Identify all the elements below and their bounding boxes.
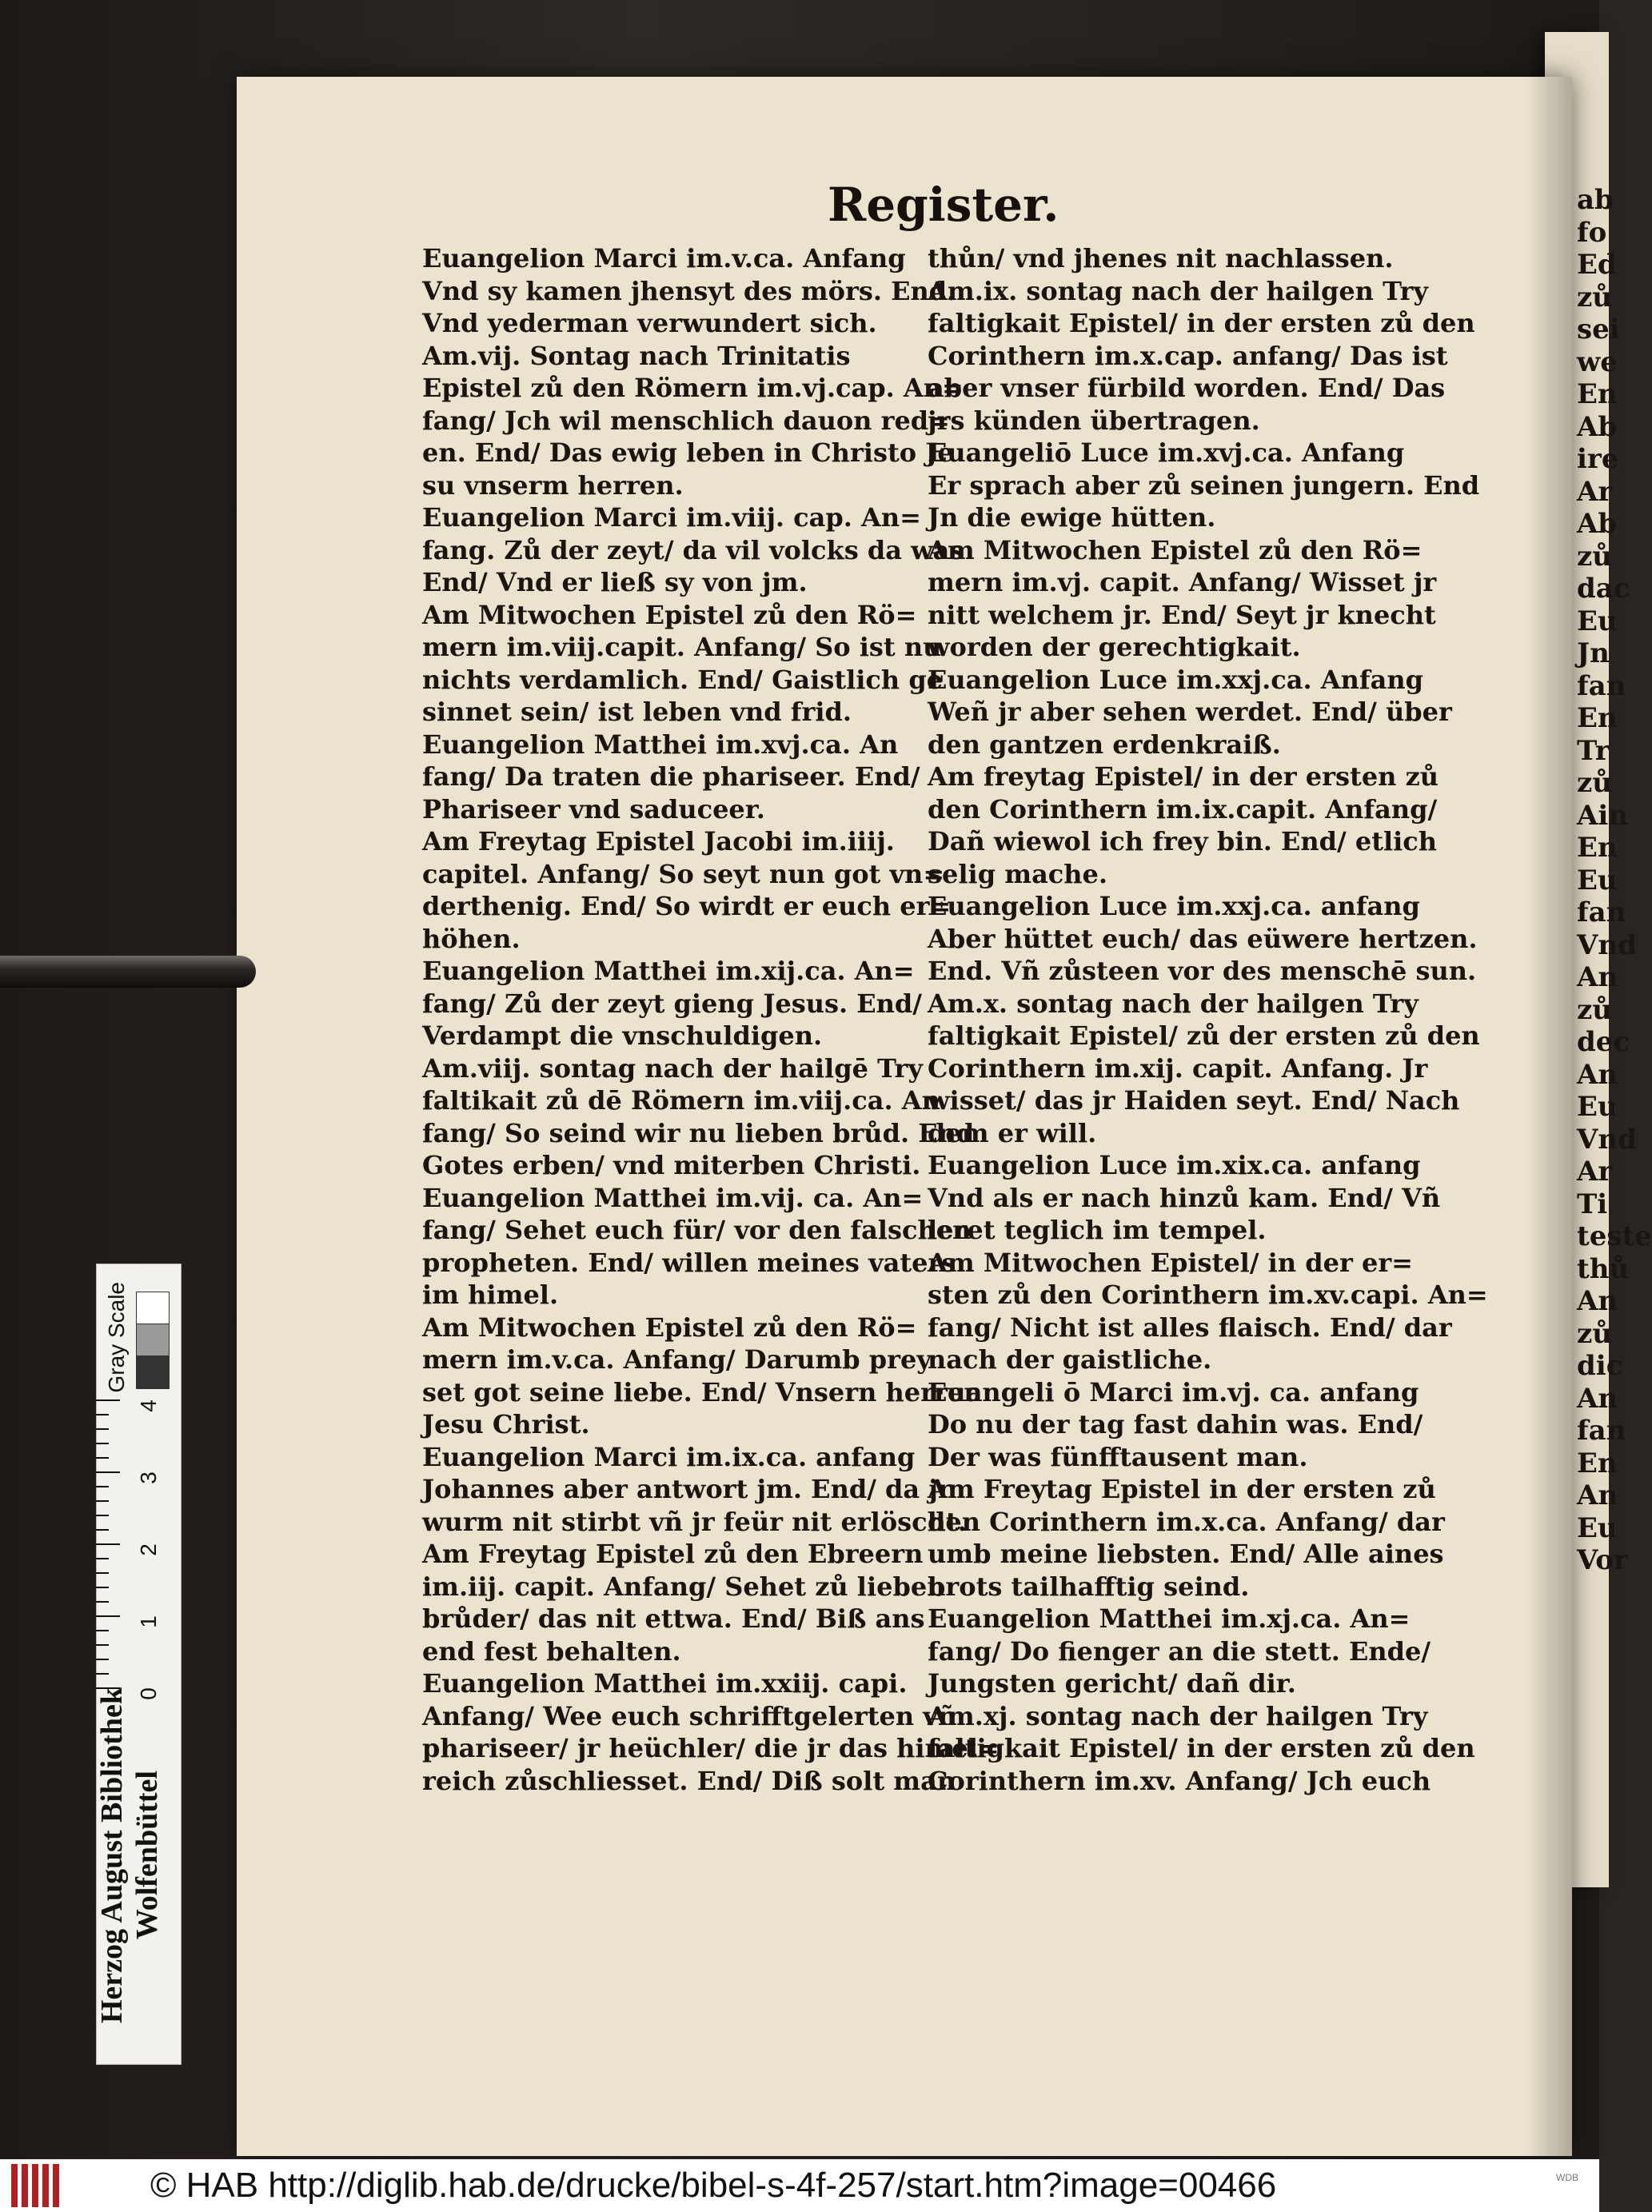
text-line: Epistel zů den Römern im.vj.cap. An= <box>422 373 964 403</box>
text-line: Euangelion Marci im.ix.ca. anfang <box>422 1441 916 1472</box>
hab-logo-icon <box>11 2164 67 2207</box>
text-line: Jn die ewige hütten. <box>928 502 1216 533</box>
text-line: Tr <box>1577 734 1610 767</box>
text-line: den Corinthern im.x.ca. Anfang/ dar <box>928 1506 1445 1537</box>
text-line: nitt welchem jr. End/ Seyt jr knecht <box>928 599 1436 630</box>
text-line: dec <box>1577 1026 1630 1058</box>
gray-patch-dark <box>136 1356 170 1389</box>
text-line: En <box>1577 1447 1618 1479</box>
text-line: fan <box>1577 669 1626 702</box>
gray-patch-white <box>136 1292 170 1325</box>
text-line: umb meine liebsten. End/ Alle aines <box>928 1539 1444 1569</box>
text-line: Eu <box>1577 1511 1618 1544</box>
text-line: phariseer/ jr heüchler/ die jr das himel= <box>422 1733 1000 1763</box>
text-line: zů <box>1577 767 1613 799</box>
text-line: End/ Vnd er ließ sy von jm. <box>422 567 808 597</box>
text-line: Am Mitwochen Epistel zů den Rö= <box>422 1312 917 1343</box>
text-line: zů <box>1577 1317 1613 1350</box>
text-line: Am Mitwochen Epistel zů den Rö= <box>422 599 917 630</box>
ruler-number: 3 <box>135 1471 161 1484</box>
text-line: Euangelion Matthei im.vij. ca. An= <box>422 1182 924 1213</box>
text-line: faltigkait Epistel/ zů der ersten zů den <box>928 1020 1480 1051</box>
ruler-tick <box>96 1558 109 1559</box>
text-line: Ar <box>1577 475 1613 508</box>
text-line: Am freytag Epistel/ in der ersten zů <box>928 761 1439 792</box>
text-line: im.iij. capit. Anfang/ Sehet zů lieben <box>422 1571 946 1602</box>
ruler-number: 2 <box>135 1543 161 1556</box>
text-line: An <box>1577 1382 1618 1415</box>
text-line: Am.vij. Sontag nach Trinitatis <box>422 340 851 371</box>
text-line: wurm nit stirbt vñ jr feür nit erlöscht. <box>422 1506 967 1537</box>
caption-link[interactable]: © HAB http://diglib.hab.de/drucke/bibel-s-4f-257/start.htm?image=00466 <box>150 2166 1277 2205</box>
text-line: Vnd als er nach hinzů kam. End/ Vñ <box>928 1182 1441 1213</box>
ruler-tick <box>96 1644 109 1646</box>
text-line: Vnd yederman verwundert sich. <box>422 308 877 338</box>
text-line: Weñ jr aber sehen werdet. End/ über <box>928 697 1452 727</box>
text-line: Am Freytag Epistel in der ersten zů <box>928 1474 1436 1504</box>
text-line: fang/ Do fienger an die stett. Ende/ <box>928 1635 1431 1667</box>
text-line: ire <box>1577 443 1619 475</box>
text-line: ab <box>1577 184 1614 216</box>
text-line: fang/ So seind wir nu lieben brůd. End <box>422 1117 975 1148</box>
text-line: Corinthern im.xv. Anfang/ Jch euch <box>928 1765 1431 1796</box>
text-line: Euangelion Matthei im.xxiij. capi. <box>422 1668 908 1699</box>
text-line: En <box>1577 378 1618 410</box>
text-line: Euangelion Matthei im.xj.ca. An= <box>928 1603 1411 1634</box>
text-line: Euangelion Luce im.xxj.ca. anfang <box>928 891 1420 921</box>
text-line: End. Vñ zůsteen vor des menschē sun. <box>928 956 1477 986</box>
text-line: Aber hüttet euch/ das eüwere hertzen. <box>928 923 1478 954</box>
ruler-tick <box>96 1587 109 1588</box>
text-line: zů <box>1577 281 1613 313</box>
library-name <box>94 1687 165 2023</box>
text-line: Ed <box>1577 249 1617 281</box>
right-column <box>928 242 1488 1797</box>
text-line: Dañ wiewol ich frey bin. End/ etlich <box>928 826 1438 856</box>
text-line: Euangelion Luce im.xxj.ca. Anfang <box>928 664 1423 695</box>
text-line: Vnd sy kamen jhensyt des mörs. End. <box>422 275 956 306</box>
ruler-tick <box>96 1673 109 1675</box>
text-line: mern im.vj. capit. Anfang/ Wisset jr <box>928 567 1437 597</box>
text-line: Am Mitwochen Epistel/ in der er= <box>928 1247 1413 1278</box>
text-line: Vor <box>1577 1544 1628 1576</box>
text-line: Anfang/ Wee euch schrifftgelerten vñ <box>422 1700 957 1731</box>
text-line: Jesu Christ. <box>422 1409 590 1439</box>
text-line: An <box>1577 1058 1618 1091</box>
library-name-line1: Herzog August Bibliothek <box>95 1687 129 2024</box>
text-line: fang/ Nicht ist alles flaisch. End/ dar <box>928 1312 1452 1343</box>
text-line: im himel. <box>422 1280 559 1310</box>
text-line: Euangelion Matthei im.xij.ca. An= <box>422 956 915 986</box>
page-title: Register. <box>828 178 1059 232</box>
text-line: Euangelion Marci im.viij. cap. An= <box>422 502 921 533</box>
ruler-number: 0 <box>135 1687 161 1700</box>
ruler-tick <box>96 1615 120 1617</box>
text-line: Am.x. sontag nach der hailgen Try <box>928 988 1419 1019</box>
ruler-tick <box>96 1572 109 1574</box>
ruler-tick <box>96 1543 120 1545</box>
ruler-tick <box>96 1601 109 1603</box>
ruler-tick <box>96 1529 109 1531</box>
text-line: aber vnser fürbild worden. End/ Das <box>928 373 1446 403</box>
text-line: An <box>1577 961 1618 993</box>
text-line: Am.ix. sontag nach der hailgen Try <box>928 275 1429 306</box>
ruler-tick <box>96 1515 109 1516</box>
gray-patch-mid <box>136 1324 170 1357</box>
text-line: Phariseer vnd saduceer. <box>422 793 765 825</box>
ruler-number: 4 <box>135 1399 161 1412</box>
ruler-number: 1 <box>135 1615 161 1628</box>
text-line: fang/ Zů der zeyt gieng Jesus. End/ <box>422 988 922 1019</box>
text-line: En <box>1577 832 1618 864</box>
text-line: Eu <box>1577 1091 1618 1123</box>
text-line: An <box>1577 1285 1618 1317</box>
text-line: faltigkait Epistel/ in der ersten zů den <box>928 308 1475 338</box>
text-line: Corinthern im.x.cap. anfang/ Das ist <box>928 340 1448 371</box>
text-line: Eu <box>1577 864 1618 896</box>
ruler-tick <box>96 1399 120 1401</box>
text-line: faltikait zů dē Römern im.viij.ca. An <box>422 1085 940 1116</box>
text-line: derthenig. End/ So wirdt er euch er= <box>422 891 952 921</box>
text-line: Der was fünfftausent man. <box>928 1441 1308 1472</box>
text-line: fang/ Sehet euch für/ vor den falschen <box>422 1215 972 1245</box>
text-line: Do nu der tag fast dahin was. End/ <box>928 1409 1423 1439</box>
ruler-tick <box>96 1659 109 1660</box>
ruler-tick <box>96 1457 109 1459</box>
ruler-tick <box>96 1486 109 1487</box>
text-line: Euangelion Matthei im.xvj.ca. An <box>422 729 899 760</box>
text-line: su vnserm herren. <box>422 469 684 501</box>
text-line: selig mache. <box>928 858 1108 889</box>
text-line: Am.xj. sontag nach der hailgen Try <box>928 1700 1428 1731</box>
text-line: sten zů den Corinthern im.xv.capi. An= <box>928 1280 1488 1310</box>
stamp-label: WDB <box>1556 2172 1578 2183</box>
text-line: fang/ Da traten die phariseer. End/ <box>422 761 920 792</box>
text-line: Jn <box>1577 637 1610 669</box>
library-name-line2: Wolfenbüttel <box>130 1771 164 1940</box>
text-line: Johannes aber antwort jm. End/ da jr <box>422 1474 952 1504</box>
text-line: zů <box>1577 540 1613 573</box>
ruler-tick <box>96 1471 120 1473</box>
text-line: fan <box>1577 1415 1626 1447</box>
text-line: An <box>1577 1479 1618 1511</box>
gray-scale-label: Gray Scale <box>104 1282 129 1393</box>
text-line: end fest behalten. <box>422 1635 681 1667</box>
text-line: Er sprach aber zů seinen jungern. End <box>928 469 1480 501</box>
ruler-tick <box>96 1428 109 1430</box>
text-line: den Corinthern im.ix.capit. Anfang/ <box>928 793 1438 825</box>
text-line: den gantzen erdenkraiß. <box>928 729 1281 760</box>
text-line: Ain <box>1577 799 1629 832</box>
ruler-tick <box>96 1500 109 1502</box>
text-line: Am Freytag Epistel zů den Ebreern <box>422 1539 924 1569</box>
ruler-tick <box>96 1630 109 1631</box>
text-line: Eu <box>1577 605 1618 637</box>
text-line: mern im.v.ca. Anfang/ Darumb prey <box>422 1344 932 1375</box>
text-line: Euangeli ō Marci im.vj. ca. anfang <box>928 1376 1419 1407</box>
text-line: Am.viij. sontag nach der hailgē Try <box>422 1052 923 1084</box>
text-line: Euangelion Luce im.xix.ca. anfang <box>928 1150 1421 1180</box>
text-line: Ab <box>1577 410 1618 443</box>
text-line: en. End/ Das ewig leben in Christo Je <box>422 437 954 468</box>
page-clip <box>0 956 256 988</box>
text-line: thů <box>1577 1252 1630 1285</box>
text-line: En <box>1577 702 1618 734</box>
text-line: Gotes erben/ vnd miterben Christi. <box>422 1150 921 1180</box>
text-line: fang/ Jch wil menschlich dauon red= <box>422 405 950 436</box>
text-line: Euangelion Marci im.v.ca. Anfang <box>422 243 906 274</box>
text-line: Verdampt die vnschuldigen. <box>422 1020 823 1051</box>
text-line: nach der gaistliche. <box>928 1344 1212 1375</box>
text-line: we <box>1577 345 1618 378</box>
text-line: sei <box>1577 313 1620 345</box>
text-line: zů <box>1577 993 1613 1026</box>
text-line: Ti <box>1577 1188 1608 1220</box>
text-line: reich zůschliesset. End/ Diß solt man <box>422 1765 956 1796</box>
text-line: teste <box>1577 1220 1652 1252</box>
text-line: Vnd <box>1577 928 1637 961</box>
text-line: Ab <box>1577 508 1618 540</box>
text-line: dic <box>1577 1350 1623 1382</box>
text-line: Vnd <box>1577 1123 1637 1156</box>
text-line: höhen. <box>422 923 521 954</box>
text-line: dac <box>1577 573 1630 605</box>
text-line: fo <box>1577 216 1607 249</box>
text-line: brots tailhafftig seind. <box>928 1571 1250 1602</box>
text-line: Jungsten gericht/ dañ dir. <box>928 1668 1296 1699</box>
text-line: Am Freytag Epistel Jacobi im.iiij. <box>422 826 895 856</box>
text-line: Am Mitwochen Epistel zů den Rö= <box>928 534 1423 565</box>
text-line: propheten. End/ willen meines vaters <box>422 1247 956 1278</box>
text-line: Ar <box>1577 1156 1613 1188</box>
text-line: capitel. Anfang/ So seyt nun got vn= <box>422 858 945 889</box>
text-line: faltigkait Epistel/ in der ersten zů den <box>928 1733 1475 1763</box>
ruler-tick <box>96 1414 109 1415</box>
text-line: brůder/ das nit ettwa. End/ Biß ans <box>422 1603 925 1634</box>
text-line: wisset/ das jr Haiden seyt. End/ Nach <box>928 1085 1460 1116</box>
text-line: fang. Zů der zeyt/ da vil volcks da was <box>422 534 964 565</box>
text-line: leret teglich im tempel. <box>928 1215 1267 1245</box>
text-line: worden der gerechtigkait. <box>928 632 1301 662</box>
text-line: fan <box>1577 896 1626 928</box>
text-line: Euangeliō Luce im.xvj.ca. Anfang <box>928 437 1405 468</box>
text-line: thůn/ vnd jhenes nit nachlassen. <box>928 243 1394 274</box>
text-line: mern im.viij.capit. Anfang/ So ist nu <box>422 632 942 662</box>
text-line: set got seine liebe. End/ Vnsern herren <box>422 1376 983 1407</box>
text-line: jrs künden übertragen. <box>928 405 1260 436</box>
text-line: nichts verdamlich. End/ Gaistlich ge <box>422 664 944 695</box>
text-line: Corinthern im.xij. capit. Anfang. Jr <box>928 1052 1428 1084</box>
left-column <box>422 242 1000 1797</box>
text-line: dem er will. <box>928 1117 1097 1148</box>
text-line: sinnet sein/ ist leben vnd frid. <box>422 697 852 727</box>
ruler-tick <box>96 1443 109 1444</box>
